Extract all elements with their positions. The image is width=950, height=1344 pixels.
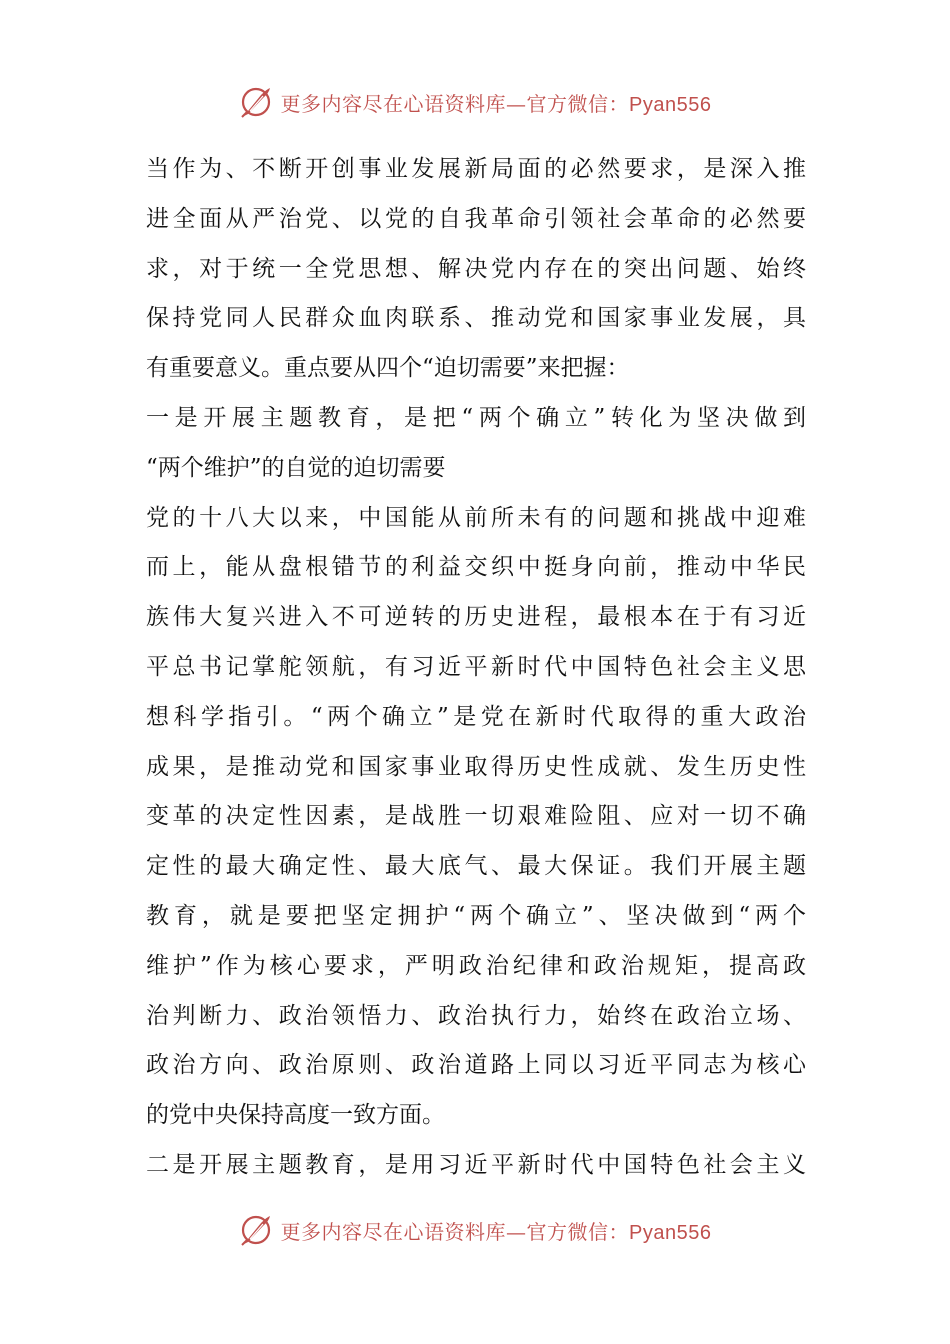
- section-heading-line: 一是开展主题教育，是把“两个确立”转化为坚决做到: [146, 404, 806, 431]
- body-line: 治判断力、政治领悟力、政治执行力，始终在政治立场、: [146, 1002, 806, 1029]
- quill-logo-icon: [239, 1213, 273, 1247]
- body-line: 维护”作为核心要求，严明政治纪律和政治规矩，提高政: [146, 952, 806, 979]
- section-heading-line: 二是开展主题教育，是用习近平新时代中国特色社会主义: [146, 1151, 806, 1178]
- section-heading-line: “两个维护”的自觉的迫切需要: [146, 454, 446, 481]
- body-line: 进全面从严治党、以党的自我革命引领社会革命的必然要: [146, 205, 806, 232]
- body-line: 政治方向、政治原则、政治道路上同以习近平同志为核心: [146, 1052, 806, 1079]
- body-line: 求，对于统一全党思想、解决党内存在的突出问题、始终: [146, 255, 806, 282]
- body-line: 定性的最大确定性、最大底气、最大保证。我们开展主题: [146, 853, 806, 880]
- body-line: 教育，就是要把坚定拥护“两个确立”、坚决做到“两个: [146, 902, 806, 929]
- footer-banner-text: [281, 1216, 712, 1245]
- header-wechat-label: 官方微信：: [526, 91, 630, 116]
- body-line: 族伟大复兴进入不可逆转的历史进程，最根本在于有习近: [146, 604, 806, 631]
- body-line: 当作为、不断开创事业发展新局面的必然要求，是深入推: [146, 156, 806, 182]
- body-line: 有重要意义。重点要从四个“迫切需要”来把握：: [146, 355, 630, 382]
- body-line: 而上，能从盘根错节的利益交织中挺身向前，推动中华民: [146, 554, 806, 581]
- footer-banner: [0, 1208, 950, 1252]
- body-line: 平总书记掌舵领航，有习近平新时代中国特色社会主义思: [146, 653, 806, 680]
- header-banner: [0, 80, 950, 124]
- footer-wechat-label: 官方微信：: [526, 1219, 630, 1244]
- footer-site-text: 更多内容尽在心语资料库: [280, 1219, 507, 1244]
- body-line: 成果，是推动党和国家事业取得历史性成就、发生历史性: [146, 753, 806, 780]
- header-wechat-id: Pyan556: [629, 93, 712, 116]
- body-line: 的党中央保持高度一致方面。: [146, 1102, 445, 1129]
- footer-wechat-id: Pyan556: [629, 1221, 712, 1244]
- body-line: 保持党同人民群众血肉联系、推动党和国家事业发展，具: [146, 305, 806, 332]
- header-dash: —: [506, 91, 527, 116]
- document-body: [146, 145, 806, 1191]
- header-site-text: 更多内容尽在心语资料库: [280, 91, 507, 116]
- header-banner-text: [281, 88, 712, 117]
- body-line: 变革的决定性因素，是战胜一切艰难险阻、应对一切不确: [146, 803, 806, 830]
- footer-dash: —: [506, 1219, 527, 1244]
- quill-logo-icon: [239, 85, 273, 119]
- body-line: 想科学指引。“两个确立”是党在新时代取得的重大政治: [146, 703, 806, 730]
- body-line: 党的十八大以来，中国能从前所未有的问题和挑战中迎难: [146, 504, 806, 531]
